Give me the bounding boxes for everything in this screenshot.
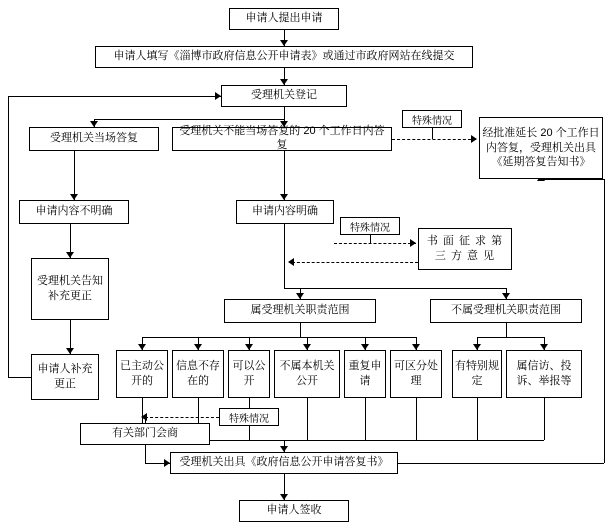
connector-consult-to-reply [145,445,146,463]
node-20day-reply: 受理机关不能当场答复的 20 个工作日内答复 [172,127,392,151]
annotation-special-case-3: 特殊情况 [219,408,279,426]
node-info-not-exist: 信息不存在的 [172,350,224,398]
node-outside-duty: 不属受理机关职责范围 [430,299,582,323]
connector-registration-bus [94,119,284,120]
node-department-consult: 有关部门会商 [80,423,210,445]
connector-supplement-loop-left [8,96,9,377]
node-applicant-supplement: 申请人补充更正 [31,354,99,400]
node-third-party-opinion: 书 面 征 求 第 三 方 意 见 [418,228,512,270]
collector-separable [416,398,417,440]
connector-within-duty-down [300,323,301,337]
connector-20day-to-extension [392,139,476,140]
node-notify-supplement: 受理机关告知补充更正 [31,258,109,320]
arrowhead-consult-to-bus [141,413,147,421]
node-repeat-application: 重复申请 [344,350,386,398]
node-special-rules: 有特别规定 [452,350,502,398]
connector-supplement-loop-bottom [8,377,31,378]
connector-20day-to-clear [284,151,285,200]
connector-consult-to-bus [145,417,219,418]
annotation-special-case-2: 特殊情况 [340,217,400,235]
connector-reply-right-out [398,463,604,464]
connector-special2-tick [370,235,371,243]
node-petition-complaint: 属信访、投诉、举报等 [506,350,582,398]
node-not-this-agency: 不属本机关公开 [274,350,340,398]
node-onsite-reply: 受理机关当场答复 [29,127,159,151]
connector-thirdparty-return [292,262,418,263]
node-registration: 受理机关登记 [221,85,347,107]
connector-onsite-to-unclear [74,151,75,200]
arrowhead-20day-to-extension [471,135,477,143]
connector-special1-tick [432,128,433,139]
node-already-public: 已主动公开的 [116,350,168,398]
connector-duty-bus [284,288,506,289]
node-separable-handling: 可区分处理 [390,350,442,398]
arrowhead-thirdparty-return [288,258,294,266]
node-issue-reply: 受理机关出具《政府信息公开申请答复书》 [170,452,398,474]
node-content-unclear: 申请内容不明确 [19,200,129,224]
connector-outside-duty-bus [477,337,544,338]
connector-outside-duty-down [506,323,507,337]
connector-supplement-loop-top [8,96,221,97]
node-fill-form: 申请人填写《淄博市政府信息公开申请表》或通过市政府网站在线提交 [95,46,473,68]
connector-reply-right-top [541,179,604,180]
collector-special-rules [477,398,478,440]
connector-within-duty-bus [142,337,416,338]
node-can-publish: 可以公开 [228,350,270,398]
connector-clear-down [284,224,285,288]
node-apply-submit: 申请人提出申请 [229,8,339,30]
connector-reply-right-up [604,179,605,463]
node-within-duty: 属受理机关职责范围 [224,299,376,323]
connector-clear-to-thirdparty [334,243,416,244]
connector-registration-down [284,107,285,119]
node-extension-reply: 经批准延长 20 个工作日内答复，受理机关出具《延期答复告知书》 [479,117,603,179]
collector-repeat [365,398,366,440]
node-applicant-receipt: 申请人签收 [239,500,349,522]
node-content-clear: 申请内容明确 [236,200,334,224]
annotation-special-case-1: 特殊情况 [402,110,462,128]
collector-petition [544,398,545,440]
collector-not-agency [307,398,308,440]
arrowhead-clear-to-thirdparty [410,239,416,247]
